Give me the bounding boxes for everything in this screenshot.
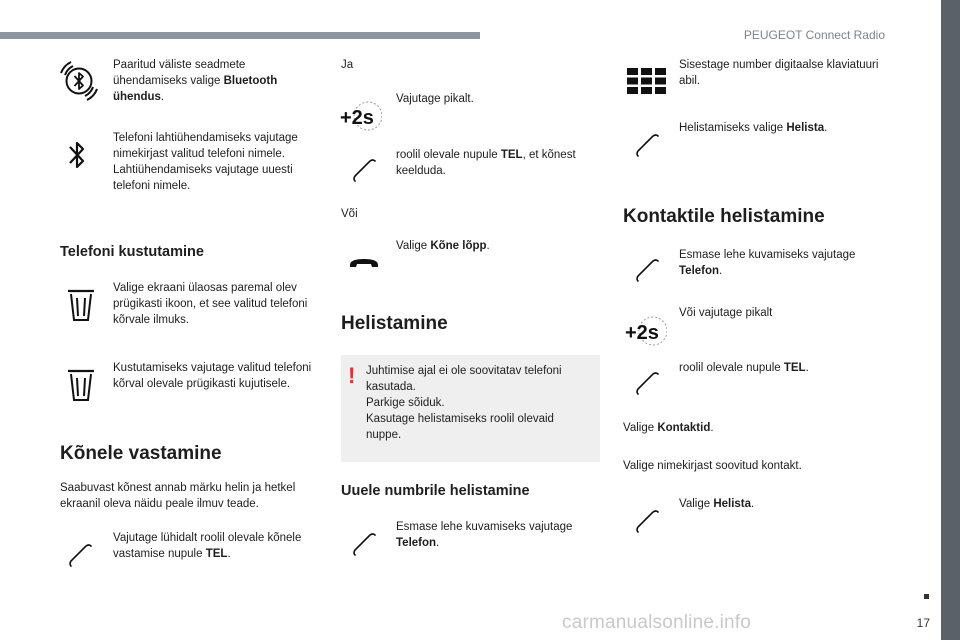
keypad-icon xyxy=(627,68,667,94)
phone-handset-icon xyxy=(635,133,661,159)
call-contact-heading: Kontaktile helistamine xyxy=(623,206,825,227)
select-contact-line: Valige nimekirjast soovitud kontakt. xyxy=(623,460,802,472)
answer-step: Vajutage lühidalt roolil olevale kõnele vastamise nupule TEL. xyxy=(113,532,302,560)
delete-step-1: Valige ekraani ülaosas paremal olev prügikasti ikoon, et see valitud telefoni kõrvale ilmuks. xyxy=(113,282,308,326)
phone-handset-icon xyxy=(352,158,378,184)
or-label: Või xyxy=(341,208,358,220)
running-header: PEUGEOT Connect Radio xyxy=(743,28,885,42)
warning-box xyxy=(341,355,600,462)
press-2s-label: +2s xyxy=(625,322,659,344)
side-bar xyxy=(941,0,960,640)
long-press-step: Vajutage pikalt. xyxy=(396,93,474,105)
calling-heading: Helistamine xyxy=(341,313,448,334)
pair-instruction: Paaritud väliste seadmete ühendamiseks valige Bluetooth ühendus. xyxy=(113,59,278,103)
reject-step: roolil olevale nupule TEL, et kõnest keelduda. xyxy=(396,149,576,177)
phone-handset-icon xyxy=(635,509,661,535)
bluetooth-pair-icon xyxy=(58,60,100,102)
end-call-step: Valige Kõne lõpp. xyxy=(396,240,490,252)
bluetooth-icon xyxy=(66,138,88,172)
dial-step: Helistamiseks valige Helista. xyxy=(679,122,828,134)
continuation-marker xyxy=(924,594,929,599)
warning-line-1: Juhtimise ajal ei ole soovitatav telefoni kasutada. xyxy=(366,365,562,393)
answer-intro: Saabuvast kõnest annab märku helin ja hetkel ekraanil oleva näidu peale ilmuv teade. xyxy=(60,482,296,510)
warning-mark: ! xyxy=(348,363,356,388)
trash-icon xyxy=(67,288,95,322)
press-2s-icon xyxy=(338,98,382,134)
contact-long-press: Või vajutage pikalt xyxy=(679,307,773,319)
page-number: 17 xyxy=(916,616,930,630)
new-number-heading: Uuele numbrile helistamine xyxy=(341,483,530,499)
select-contacts-line: Valige Kontaktid. xyxy=(623,422,714,434)
press-2s-label: +2s xyxy=(340,107,374,129)
warning-text xyxy=(366,363,591,443)
contact-call-step: Valige Helista. xyxy=(679,498,755,510)
delete-phone-heading: Telefoni kustutamine xyxy=(60,244,204,260)
contact-tel-step: roolil olevale nupule TEL. xyxy=(679,362,809,374)
keypad-step: Sisestage number digitaalse klaviatuuri abil. xyxy=(679,59,879,87)
warning-line-3: Kasutage helistamiseks roolil olevaid nuppe. xyxy=(366,413,554,441)
contact-step-1: Esmase lehe kuvamiseks vajutage Telefon. xyxy=(679,249,856,277)
watermark: carmanualsonline.info xyxy=(562,612,752,633)
warning-line-2: Parkige sõiduk. xyxy=(366,397,445,409)
and-label: Ja xyxy=(341,59,354,71)
phone-handset-icon xyxy=(635,371,661,397)
answer-call-heading: Kõnele vastamine xyxy=(60,443,222,464)
trash-icon xyxy=(67,368,95,402)
new-number-step: Esmase lehe kuvamiseks vajutage Telefon. xyxy=(396,521,573,549)
phone-handset-icon xyxy=(352,532,378,558)
phone-handset-icon xyxy=(68,543,94,569)
delete-step-2: Kustutamiseks vajutage valitud telefoni kõrval olevale prügikasti kujutisele. xyxy=(113,362,312,390)
hang-up-icon xyxy=(347,252,381,272)
header-rule xyxy=(0,32,480,39)
press-2s-icon xyxy=(623,313,667,349)
phone-handset-icon xyxy=(635,258,661,284)
disconnect-instruction: Telefoni lahtiühendamiseks vajutage nimekirjast valitud telefoni nimele. Lahtiühendamiseks vajutage uuesti telefoni nimele. xyxy=(113,132,298,192)
